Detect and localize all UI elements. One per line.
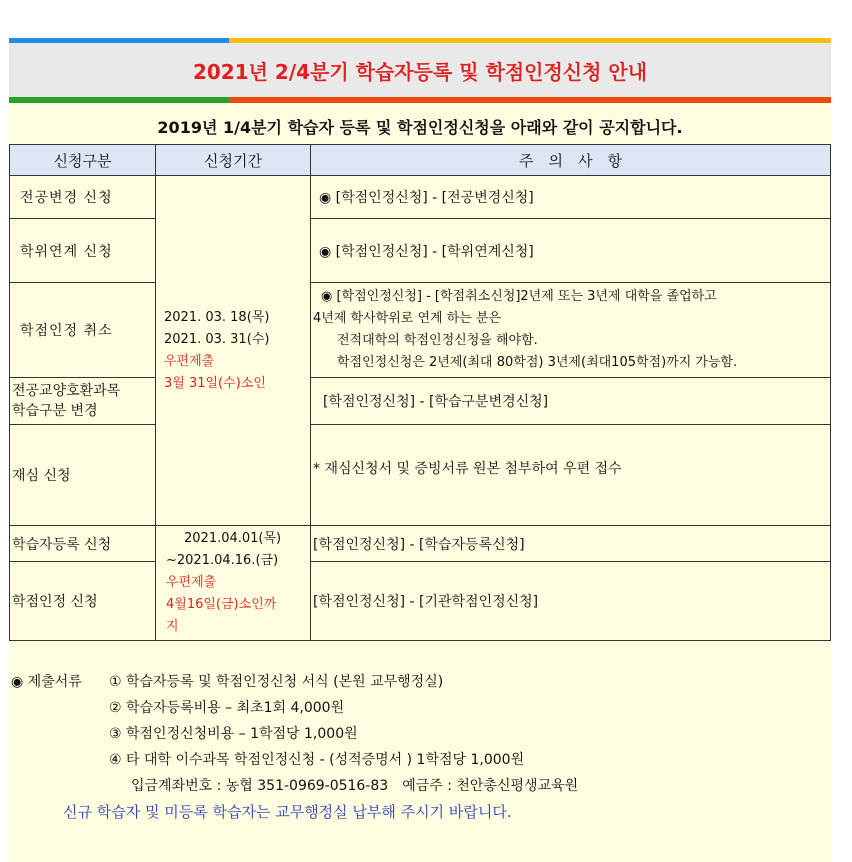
table-row <box>10 176 831 219</box>
row-note: [학점인정신청] - [학습자등록신청] <box>311 526 831 562</box>
bank-account: 입금계좌번호 : 농협 351-0969-0516-83 <box>131 778 389 794</box>
documents-label: ◉ 제출서류 <box>11 674 82 690</box>
header-category: 신청구분 <box>10 145 156 176</box>
header-period: 신청기간 <box>156 145 311 176</box>
notice-subtitle: 2019년 1/4분기 학습자 등록 및 학점인정신청을 아래와 같이 공지합니다. <box>157 118 683 137</box>
table-row <box>10 425 831 526</box>
document-item: ④ 타 대학 이수과목 학점인정신청 - (성적증명서 ) 1학점당 1,000원 <box>109 752 525 768</box>
documents-section <box>9 669 831 825</box>
row-category: 재심 신청 <box>10 425 156 526</box>
category-line: 학습구분 변경 <box>12 403 98 419</box>
period1-deadline: 3월 31일(수)소인 <box>164 375 266 391</box>
table-row <box>10 378 831 425</box>
row-note: * 재심신청서 및 증빙서류 원본 첨부하여 우편 접수 <box>311 425 831 526</box>
payment-note: 신규 학습자 및 미등록 학습자는 교무행정실 납부해 주시기 바랍니다. <box>63 803 512 821</box>
table-row <box>10 526 831 562</box>
table-row <box>10 219 831 283</box>
document-item: ③ 학점인정신청비용 – 1학점당 1,000원 <box>109 726 358 742</box>
note-line: 4년제 학사학위로 연계 하는 분은 <box>313 311 502 326</box>
notice-table <box>9 144 831 641</box>
row-category: 전공변경 신청 <box>10 176 156 219</box>
table-row <box>10 283 831 378</box>
row-category: 학점인정 취소 <box>10 283 156 378</box>
table-header-row <box>10 145 831 176</box>
period1-start: 2021. 03. 18(목) <box>164 309 270 325</box>
row-note: [학점인정신청] - [학습구분변경신청] <box>311 378 831 425</box>
note-line: ◉ [학점인정신청] - [학점취소신청]2년제 또는 3년제 대학을 졸업하고 <box>321 289 717 304</box>
period1-end: 2021. 03. 31(수) <box>164 331 270 347</box>
document-item: ② 학습자등록비용 – 최초1회 4,000원 <box>109 700 345 716</box>
period2-mail: 우편제출 <box>166 575 217 590</box>
row-note <box>311 283 831 378</box>
period2-start: 2021.04.01(목) <box>184 531 282 546</box>
account-holder: 예금주 : 천안총신평생교육원 <box>402 778 579 794</box>
period2-deadline: 4월16일(금)소인까 <box>166 597 277 612</box>
period2-end: ~2021.04.16.(금) <box>166 553 279 568</box>
row-category: 학위연계 신청 <box>10 219 156 283</box>
period-cell-1 <box>156 176 311 526</box>
row-category: 학점인정 신청 <box>10 562 156 641</box>
row-note: ◉ [학점인정신청] - [전공변경신청] <box>311 176 831 219</box>
note-line: 전적대학의 학점인정신청을 해야함. <box>337 333 538 348</box>
row-note: ◉ [학점인정신청] - [학위연계신청] <box>311 219 831 283</box>
header-notes: 주 의 사 항 <box>311 145 831 176</box>
row-category <box>10 378 156 425</box>
bank-info <box>9 773 831 799</box>
row-category: 학습자등록 신청 <box>10 526 156 562</box>
table-row <box>10 562 831 641</box>
documents-row <box>9 669 831 695</box>
period2-deadline-cont: 지 <box>166 619 179 634</box>
document-item: ① 학습자등록 및 학점인정신청 서식 (본원 교무행정실) <box>109 674 444 690</box>
title-band <box>9 43 831 97</box>
note-line: 학점인정신청은 2년제(최대 80학점) 3년제(최대105학점)까지 가능함. <box>337 355 738 370</box>
period-cell-2 <box>156 526 311 641</box>
row-note: [학점인정신청] - [기관학점인정신청] <box>311 562 831 641</box>
page-title: 2021년 2/4분기 학습자등록 및 학점인정신청 안내 <box>192 59 648 84</box>
category-line: 전공교양호환과목 <box>12 383 121 399</box>
period1-mail: 우편제출 <box>164 353 215 369</box>
notice-content <box>9 103 831 862</box>
